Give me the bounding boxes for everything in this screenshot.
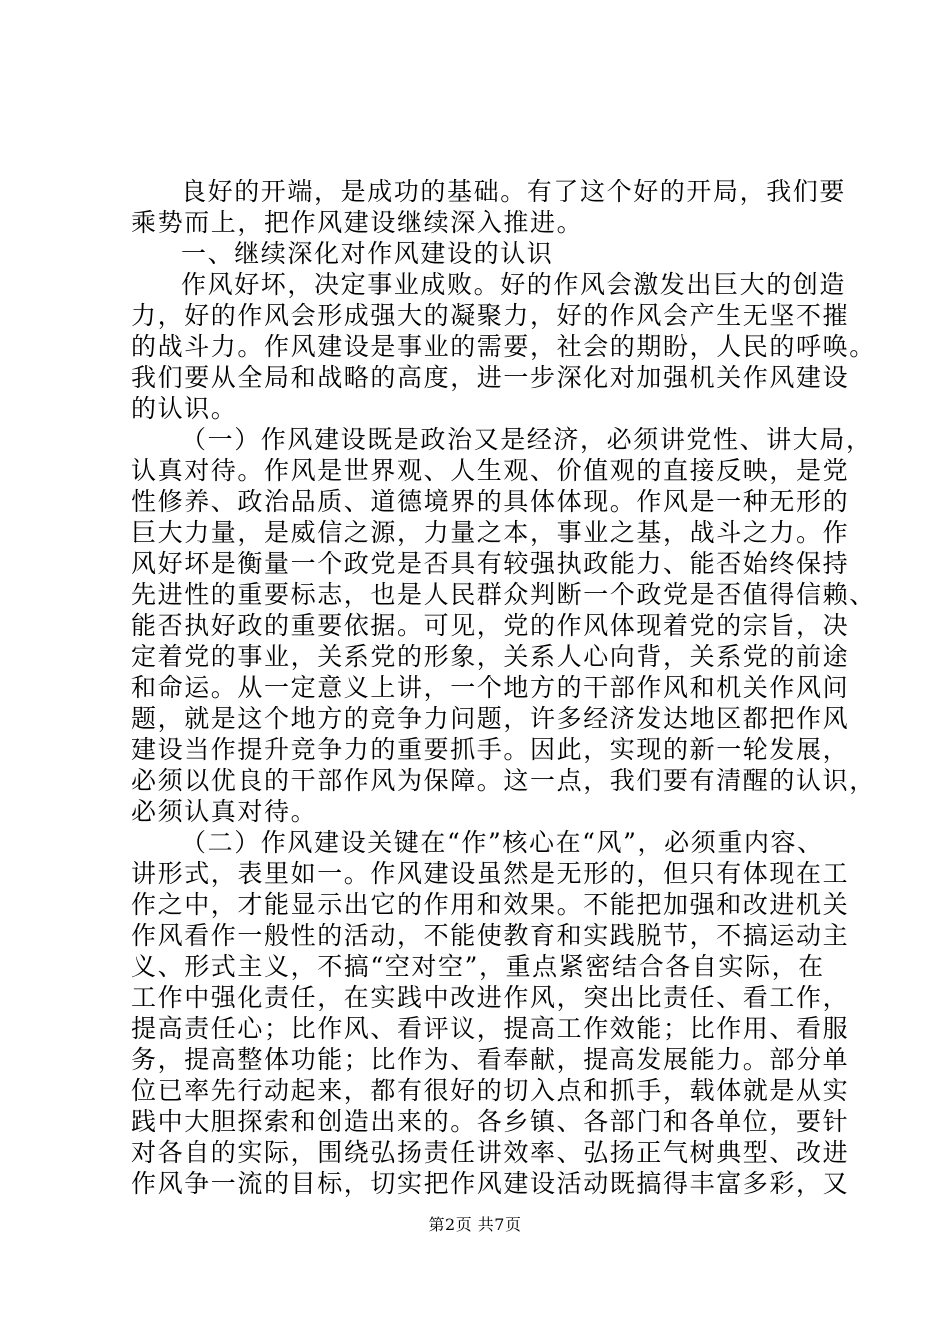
text-line: 定着党的事业，关系党的形象，关系人心向背，关系党的前途 — [131, 642, 850, 671]
page-footer: 第2页 共7页 — [428, 1215, 522, 1234]
text-line: 对各自的实际，围绕弘扬责任讲效率、弘扬正气树典型、改进 — [131, 1138, 850, 1167]
text-line: 能否执好政的重要依据。可见，党的作风体现着党的宗旨，决 — [131, 611, 850, 640]
text-line: 建设当作提升竞争力的重要抓手。因此，实现的新一轮发展， — [131, 735, 850, 764]
text-line: 作风争一流的目标，切实把作风建设活动既搞得丰富多彩，又 — [131, 1169, 850, 1198]
text-line: 和命运。从一定意义上讲，一个地方的干部作风和机关作风问 — [131, 673, 850, 702]
section-heading: 一、继续深化对作风建设的认识 — [181, 239, 554, 268]
text-line: 巨大力量，是威信之源，力量之本，事业之基，战斗之力。作 — [131, 518, 850, 547]
text-line: 义、形式主义，不搞“空对空”，重点紧密结合各自实际，在 — [131, 952, 825, 981]
text-line: 践中大胆探索和创造出来的。各乡镇、各部门和各单位，要针 — [131, 1107, 850, 1136]
subsection-heading: （二）作风建设关键在“作”核心在“风”，必须重内容、 — [181, 828, 824, 857]
text-line: 务，提高整体功能；比作为、看奉献，提高发展能力。部分单 — [131, 1045, 850, 1074]
text-line: 作风看作一般性的活动，不能使教育和实践脱节，不搞运动主 — [131, 921, 850, 950]
text-line: 性修养、政治品质、道德境界的具体体现。作风是一种无形的 — [131, 487, 850, 516]
text-line: 良好的开端，是成功的基础。有了这个好的开局，我们要 — [181, 177, 847, 206]
text-line: 讲形式，表里如一。作风建设虽然是无形的，但只有体现在工 — [131, 859, 850, 888]
text-line: 我们要从全局和战略的高度，进一步深化对加强机关作风建设 — [131, 363, 850, 392]
text-line: 的战斗力。作风建设是事业的需要，社会的期盼，人民的呼唤。 — [131, 332, 876, 361]
text-line: 位已率先行动起来，都有很好的切入点和抓手，载体就是从实 — [131, 1076, 850, 1105]
text-line: 题，就是这个地方的竞争力问题，许多经济发达地区都把作风 — [131, 704, 850, 733]
text-line: 乘势而上，把作风建设继续深入推进。 — [131, 208, 584, 237]
text-line: 的认识。 — [131, 394, 238, 423]
text-line: 认真对待。作风是世界观、人生观、价值观的直接反映，是党 — [131, 456, 850, 485]
text-line: 作风好坏，决定事业成败。好的作风会激发出巨大的创造 — [181, 270, 847, 299]
text-line: 风好坏是衡量一个政党是否具有较强执政能力、能否始终保持 — [131, 549, 850, 578]
text-line: 提高责任心；比作风、看评议，提高工作效能；比作用、看服 — [131, 1014, 850, 1043]
body-text — [131, 176, 876, 1199]
text-line: 力，好的作风会形成强大的凝聚力，好的作风会产生无坚不摧 — [131, 301, 850, 330]
text-line: 必须认真对待。 — [131, 797, 318, 826]
subsection-heading: （一）作风建设既是政治又是经济，必须讲党性、讲大局， — [181, 425, 873, 454]
text-line: 先进性的重要标志，也是人民群众判断一个政党是否值得信赖、 — [131, 580, 876, 609]
text-line: 作之中，才能显示出它的作用和效果。不能把加强和改进机关 — [131, 890, 850, 919]
text-line: 必须以优良的干部作风为保障。这一点，我们要有清醒的认识， — [131, 766, 876, 795]
text-line: 工作中强化责任，在实践中改进作风，突出比责任、看工作， — [131, 983, 850, 1012]
